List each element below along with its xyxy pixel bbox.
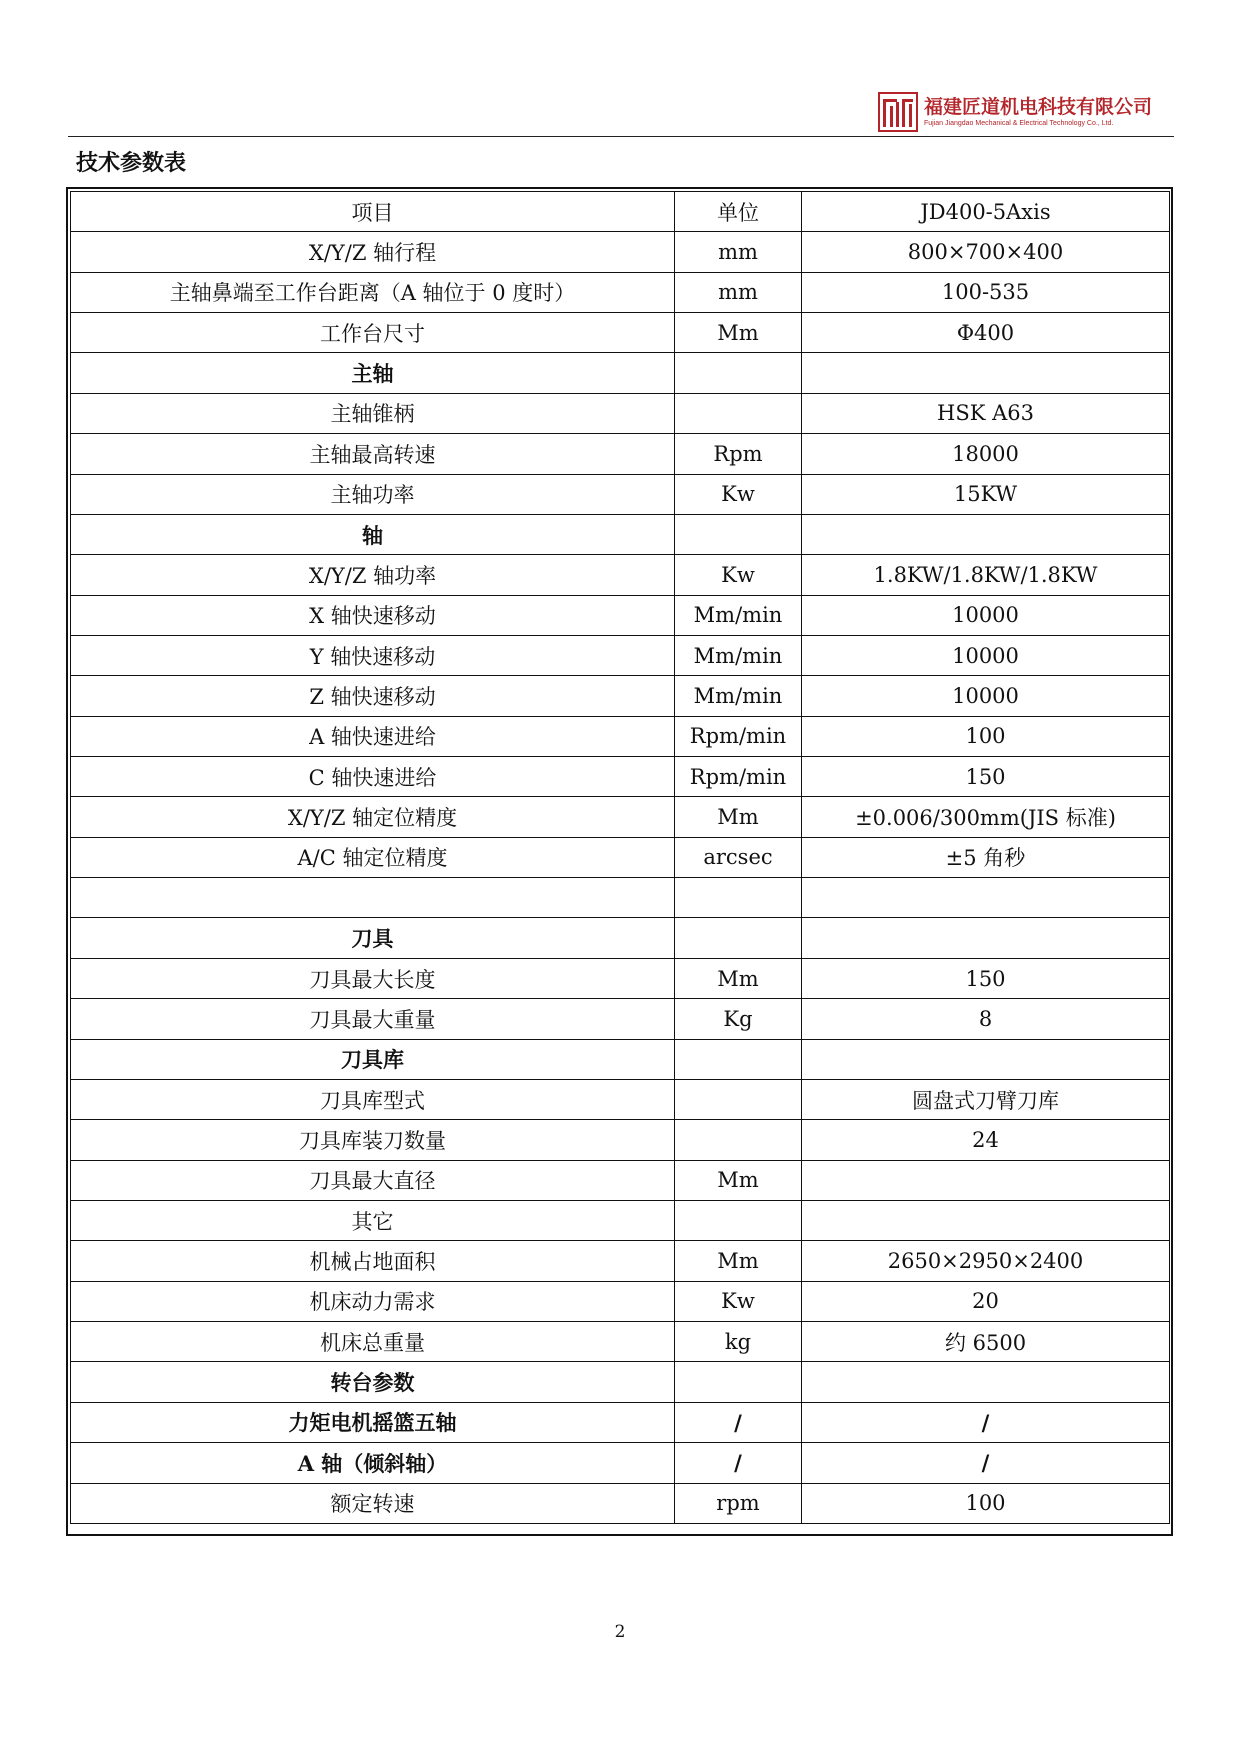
cell-value: 20 bbox=[802, 1281, 1170, 1321]
cell-value: 1.8KW/1.8KW/1.8KW bbox=[802, 555, 1170, 595]
cell-value: / bbox=[802, 1443, 1170, 1483]
table-header-row bbox=[71, 192, 1170, 232]
cell-item: Y 轴快速移动 bbox=[71, 635, 675, 675]
cell-item: A/C 轴定位精度 bbox=[71, 837, 675, 877]
cell-unit bbox=[675, 1039, 802, 1079]
table-row bbox=[71, 1443, 1170, 1483]
cell-value bbox=[802, 1362, 1170, 1402]
table-row bbox=[71, 1039, 1170, 1079]
cell-value bbox=[802, 918, 1170, 958]
table-row bbox=[71, 1322, 1170, 1362]
cell-value bbox=[802, 1160, 1170, 1200]
cell-item: 主轴锥柄 bbox=[71, 393, 675, 433]
table-row bbox=[71, 434, 1170, 474]
cell-item: 其它 bbox=[71, 1200, 675, 1240]
cell-value: 10000 bbox=[802, 676, 1170, 716]
cell-item: 力矩电机摇篮五轴 bbox=[71, 1402, 675, 1442]
table-row bbox=[71, 999, 1170, 1039]
cell-value: 10000 bbox=[802, 635, 1170, 675]
cell-item: 机床动力需求 bbox=[71, 1281, 675, 1321]
cell-unit: Mm bbox=[675, 958, 802, 998]
cell-unit bbox=[675, 393, 802, 433]
table-row bbox=[71, 393, 1170, 433]
table-row bbox=[71, 635, 1170, 675]
cell-value: 10000 bbox=[802, 595, 1170, 635]
page-header bbox=[0, 0, 1240, 140]
cell-unit: mm bbox=[675, 272, 802, 312]
company-logo-icon bbox=[878, 92, 918, 132]
table-row bbox=[71, 474, 1170, 514]
cell-item: X/Y/Z 轴定位精度 bbox=[71, 797, 675, 837]
cell-item: 刀具 bbox=[71, 918, 675, 958]
table-row bbox=[71, 1120, 1170, 1160]
cell-item: 刀具库型式 bbox=[71, 1079, 675, 1119]
cell-item: A 轴快速进给 bbox=[71, 716, 675, 756]
cell-value: 150 bbox=[802, 958, 1170, 998]
cell-value: 8 bbox=[802, 999, 1170, 1039]
cell-item: 主轴最高转速 bbox=[71, 434, 675, 474]
cell-item: 刀具最大直径 bbox=[71, 1160, 675, 1200]
table-row bbox=[71, 1160, 1170, 1200]
cell-value: 100 bbox=[802, 716, 1170, 756]
cell-value: 800×700×400 bbox=[802, 232, 1170, 272]
cell-unit: Mm bbox=[675, 1160, 802, 1200]
cell-value: 2650×2950×2400 bbox=[802, 1241, 1170, 1281]
cell-value: 18000 bbox=[802, 434, 1170, 474]
cell-item: 轴 bbox=[71, 514, 675, 554]
table-row bbox=[71, 958, 1170, 998]
table-row bbox=[71, 1281, 1170, 1321]
cell-unit: Rpm/min bbox=[675, 757, 802, 797]
section-title: 技术参数表 bbox=[76, 150, 187, 176]
cell-item: 机床总重量 bbox=[71, 1322, 675, 1362]
table-row bbox=[71, 1402, 1170, 1442]
cell-unit: Mm/min bbox=[675, 635, 802, 675]
cell-unit bbox=[675, 1362, 802, 1402]
company-name-cn: 福建匠道机电科技有限公司 bbox=[924, 95, 1153, 118]
cell-unit bbox=[675, 1200, 802, 1240]
cell-value bbox=[802, 1039, 1170, 1079]
cell-unit: Kg bbox=[675, 999, 802, 1039]
cell-value: 24 bbox=[802, 1120, 1170, 1160]
table-row bbox=[71, 837, 1170, 877]
cell-unit: Mm bbox=[675, 797, 802, 837]
cell-unit: kg bbox=[675, 1322, 802, 1362]
cell-value bbox=[802, 1200, 1170, 1240]
table-row bbox=[71, 353, 1170, 393]
table-row bbox=[71, 797, 1170, 837]
company-logo bbox=[878, 91, 1168, 133]
cell-value bbox=[802, 353, 1170, 393]
cell-item: 刀具库装刀数量 bbox=[71, 1120, 675, 1160]
cell-value: / bbox=[802, 1402, 1170, 1442]
cell-unit: Rpm/min bbox=[675, 716, 802, 756]
cell-unit: / bbox=[675, 1402, 802, 1442]
table-row bbox=[71, 1200, 1170, 1240]
cell-item: 主轴功率 bbox=[71, 474, 675, 514]
cell-item: X/Y/Z 轴功率 bbox=[71, 555, 675, 595]
page-number: 2 bbox=[614, 1622, 626, 1642]
cell-unit: Mm bbox=[675, 313, 802, 353]
cell-unit: Rpm bbox=[675, 434, 802, 474]
table-row bbox=[71, 1079, 1170, 1119]
cell-unit: arcsec bbox=[675, 837, 802, 877]
cell-value: 100-535 bbox=[802, 272, 1170, 312]
table-row bbox=[71, 757, 1170, 797]
cell-unit bbox=[675, 1079, 802, 1119]
table-row bbox=[71, 514, 1170, 554]
cell-unit bbox=[675, 918, 802, 958]
cell-value: 15KW bbox=[802, 474, 1170, 514]
cell-item: X 轴快速移动 bbox=[71, 595, 675, 635]
table-row bbox=[71, 555, 1170, 595]
cell-value bbox=[802, 514, 1170, 554]
table-row bbox=[71, 878, 1170, 918]
cell-unit: Kw bbox=[675, 474, 802, 514]
cell-item: 主轴鼻端至工作台距离（A 轴位于 0 度时） bbox=[71, 272, 675, 312]
cell-item: A 轴（倾斜轴） bbox=[71, 1443, 675, 1483]
spec-table bbox=[70, 191, 1170, 1524]
cell-value: ±5 角秒 bbox=[802, 837, 1170, 877]
cell-value bbox=[802, 878, 1170, 918]
column-header-unit: 单位 bbox=[675, 192, 802, 232]
cell-unit: Mm bbox=[675, 1241, 802, 1281]
cell-value: HSK A63 bbox=[802, 393, 1170, 433]
cell-item: X/Y/Z 轴行程 bbox=[71, 232, 675, 272]
table-row bbox=[71, 232, 1170, 272]
table-row bbox=[71, 1483, 1170, 1523]
cell-value: 约 6500 bbox=[802, 1322, 1170, 1362]
table-row bbox=[71, 1362, 1170, 1402]
cell-value: Φ400 bbox=[802, 313, 1170, 353]
table-row bbox=[71, 918, 1170, 958]
cell-item bbox=[71, 878, 675, 918]
cell-item: 刀具最大长度 bbox=[71, 958, 675, 998]
cell-unit bbox=[675, 514, 802, 554]
cell-item: Z 轴快速移动 bbox=[71, 676, 675, 716]
company-name-en: Fujian Jiangdao Mechanical & Electrical Technology Co., Ltd. bbox=[924, 119, 1114, 127]
cell-unit: rpm bbox=[675, 1483, 802, 1523]
column-header-item: 项目 bbox=[71, 192, 675, 232]
column-header-model: JD400-5Axis bbox=[802, 192, 1170, 232]
cell-item: 机械占地面积 bbox=[71, 1241, 675, 1281]
cell-item: 转台参数 bbox=[71, 1362, 675, 1402]
cell-item: 额定转速 bbox=[71, 1483, 675, 1523]
cell-unit: Kw bbox=[675, 1281, 802, 1321]
table-row bbox=[71, 272, 1170, 312]
cell-unit: Mm/min bbox=[675, 676, 802, 716]
cell-item: 刀具库 bbox=[71, 1039, 675, 1079]
cell-item: 主轴 bbox=[71, 353, 675, 393]
cell-item: 工作台尺寸 bbox=[71, 313, 675, 353]
cell-item: C 轴快速进给 bbox=[71, 757, 675, 797]
cell-unit: Kw bbox=[675, 555, 802, 595]
cell-value: 100 bbox=[802, 1483, 1170, 1523]
table-row bbox=[71, 313, 1170, 353]
table-row bbox=[71, 1241, 1170, 1281]
cell-unit bbox=[675, 878, 802, 918]
cell-unit: mm bbox=[675, 232, 802, 272]
cell-value: 圆盘式刀臂刀库 bbox=[802, 1079, 1170, 1119]
header-divider bbox=[68, 136, 1174, 137]
cell-unit: / bbox=[675, 1443, 802, 1483]
cell-unit bbox=[675, 1120, 802, 1160]
table-row bbox=[71, 716, 1170, 756]
cell-item: 刀具最大重量 bbox=[71, 999, 675, 1039]
cell-value: 150 bbox=[802, 757, 1170, 797]
cell-value: ±0.006/300mm(JIS 标准) bbox=[802, 797, 1170, 837]
cell-unit bbox=[675, 353, 802, 393]
table-row bbox=[71, 676, 1170, 716]
cell-unit: Mm/min bbox=[675, 595, 802, 635]
table-row bbox=[71, 595, 1170, 635]
